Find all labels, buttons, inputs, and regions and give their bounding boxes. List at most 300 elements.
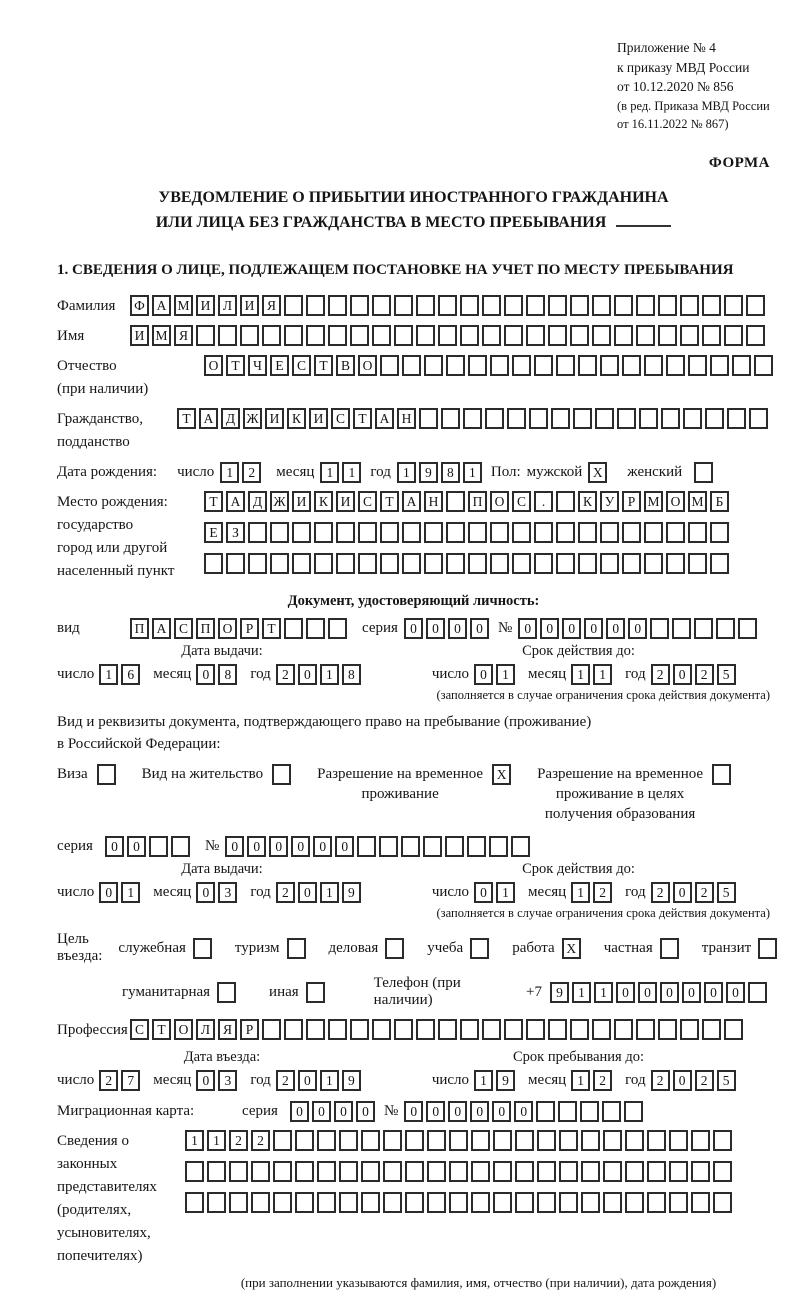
form-cell[interactable]	[350, 295, 369, 316]
form-cell[interactable]: 3	[218, 882, 237, 903]
form-cell[interactable]	[416, 325, 435, 346]
form-cell[interactable]	[394, 325, 413, 346]
form-cell[interactable]: С	[292, 355, 311, 376]
form-cell[interactable]	[493, 1130, 512, 1151]
form-cell[interactable]	[97, 764, 116, 785]
form-cell[interactable]: X	[492, 764, 511, 785]
form-cell[interactable]	[217, 982, 236, 1003]
form-cell[interactable]: 0	[196, 882, 215, 903]
form-cell[interactable]	[416, 295, 435, 316]
form-cell[interactable]: 1	[463, 462, 482, 483]
form-cell[interactable]: 0	[606, 618, 625, 639]
form-cell[interactable]	[644, 522, 663, 543]
form-cell[interactable]	[372, 325, 391, 346]
form-cell[interactable]	[558, 1101, 577, 1122]
form-cell[interactable]	[507, 408, 526, 429]
form-cell[interactable]: 0	[356, 1101, 375, 1122]
form-cell[interactable]	[694, 618, 713, 639]
form-cell[interactable]	[438, 325, 457, 346]
form-cell[interactable]	[666, 355, 685, 376]
form-cell[interactable]	[468, 522, 487, 543]
form-cell[interactable]	[419, 408, 438, 429]
form-cell[interactable]	[317, 1161, 336, 1182]
form-cell[interactable]	[317, 1192, 336, 1213]
form-cell[interactable]: 2	[229, 1130, 248, 1151]
form-cell[interactable]	[526, 1019, 545, 1040]
form-cell[interactable]: К	[287, 408, 306, 429]
form-cell[interactable]	[471, 1130, 490, 1151]
form-cell[interactable]: Ж	[270, 491, 289, 512]
form-cell[interactable]	[314, 553, 333, 574]
form-cell[interactable]: 0	[404, 1101, 423, 1122]
form-cell[interactable]: Т	[353, 408, 372, 429]
form-cell[interactable]	[446, 355, 465, 376]
form-cell[interactable]: 0	[584, 618, 603, 639]
form-cell[interactable]	[688, 355, 707, 376]
form-cell[interactable]	[463, 408, 482, 429]
form-cell[interactable]	[493, 1192, 512, 1213]
form-cell[interactable]	[385, 938, 404, 959]
form-cell[interactable]: Ч	[248, 355, 267, 376]
form-cell[interactable]	[622, 553, 641, 574]
form-cell[interactable]	[691, 1161, 710, 1182]
form-cell[interactable]: 0	[470, 1101, 489, 1122]
form-cell[interactable]	[688, 553, 707, 574]
form-cell[interactable]: 1	[594, 982, 613, 1003]
form-cell[interactable]: 0	[628, 618, 647, 639]
form-cell[interactable]: 0	[127, 836, 146, 857]
form-cell[interactable]	[493, 1161, 512, 1182]
form-cell[interactable]	[361, 1130, 380, 1151]
form-cell[interactable]	[512, 355, 531, 376]
form-cell[interactable]: 0	[673, 1070, 692, 1091]
form-cell[interactable]	[559, 1130, 578, 1151]
form-cell[interactable]	[600, 355, 619, 376]
form-cell[interactable]: 2	[276, 664, 295, 685]
form-cell[interactable]	[526, 295, 545, 316]
form-cell[interactable]	[556, 522, 575, 543]
form-cell[interactable]: 1	[496, 664, 515, 685]
form-cell[interactable]: 1	[220, 462, 239, 483]
form-cell[interactable]: 1	[593, 664, 612, 685]
form-cell[interactable]	[445, 836, 464, 857]
form-cell[interactable]	[251, 1161, 270, 1182]
form-cell[interactable]: 1	[571, 882, 590, 903]
form-cell[interactable]	[624, 1101, 643, 1122]
form-cell[interactable]	[423, 836, 442, 857]
form-cell[interactable]	[339, 1192, 358, 1213]
form-cell[interactable]: Р	[240, 618, 259, 639]
form-cell[interactable]	[512, 522, 531, 543]
form-cell[interactable]: 9	[342, 882, 361, 903]
form-cell[interactable]	[449, 1130, 468, 1151]
form-cell[interactable]: 1	[320, 1070, 339, 1091]
form-cell[interactable]: 0	[673, 664, 692, 685]
form-cell[interactable]	[361, 1192, 380, 1213]
form-cell[interactable]	[680, 1019, 699, 1040]
form-cell[interactable]	[647, 1130, 666, 1151]
form-cell[interactable]	[644, 553, 663, 574]
form-cell[interactable]	[328, 325, 347, 346]
form-cell[interactable]: 0	[426, 1101, 445, 1122]
form-cell[interactable]	[732, 355, 751, 376]
form-cell[interactable]: О	[490, 491, 509, 512]
form-cell[interactable]: 2	[651, 664, 670, 685]
form-cell[interactable]	[383, 1192, 402, 1213]
form-cell[interactable]	[702, 1019, 721, 1040]
form-cell[interactable]	[490, 553, 509, 574]
form-cell[interactable]	[666, 522, 685, 543]
form-cell[interactable]	[284, 325, 303, 346]
form-cell[interactable]	[171, 836, 190, 857]
form-cell[interactable]	[306, 295, 325, 316]
form-cell[interactable]: 0	[313, 836, 332, 857]
form-cell[interactable]: Д	[248, 491, 267, 512]
form-cell[interactable]: 2	[242, 462, 261, 483]
form-cell[interactable]: Т	[204, 491, 223, 512]
form-cell[interactable]	[537, 1192, 556, 1213]
form-cell[interactable]	[438, 1019, 457, 1040]
form-cell[interactable]	[416, 1019, 435, 1040]
form-cell[interactable]	[401, 836, 420, 857]
form-cell[interactable]	[273, 1130, 292, 1151]
form-cell[interactable]: А	[402, 491, 421, 512]
form-cell[interactable]	[427, 1192, 446, 1213]
form-cell[interactable]	[614, 295, 633, 316]
form-cell[interactable]	[536, 1101, 555, 1122]
form-cell[interactable]	[380, 553, 399, 574]
form-cell[interactable]	[647, 1192, 666, 1213]
form-cell[interactable]: Я	[262, 295, 281, 316]
form-cell[interactable]: 0	[704, 982, 723, 1003]
form-cell[interactable]	[248, 553, 267, 574]
form-cell[interactable]	[460, 1019, 479, 1040]
form-cell[interactable]: 5	[717, 664, 736, 685]
form-cell[interactable]	[716, 618, 735, 639]
form-cell[interactable]: О	[174, 1019, 193, 1040]
form-cell[interactable]	[284, 1019, 303, 1040]
form-cell[interactable]: 0	[470, 618, 489, 639]
form-cell[interactable]: 0	[448, 618, 467, 639]
form-cell[interactable]: П	[468, 491, 487, 512]
form-cell[interactable]	[537, 1161, 556, 1182]
form-cell[interactable]	[595, 408, 614, 429]
form-cell[interactable]	[625, 1130, 644, 1151]
form-cell[interactable]: 0	[660, 982, 679, 1003]
form-cell[interactable]: 1	[121, 882, 140, 903]
form-cell[interactable]: 2	[695, 882, 714, 903]
form-cell[interactable]: X	[562, 938, 581, 959]
form-cell[interactable]: 0	[514, 1101, 533, 1122]
form-cell[interactable]: Т	[177, 408, 196, 429]
form-cell[interactable]	[603, 1130, 622, 1151]
form-cell[interactable]	[724, 1019, 743, 1040]
form-cell[interactable]	[372, 1019, 391, 1040]
form-cell[interactable]: Т	[262, 618, 281, 639]
form-cell[interactable]	[556, 355, 575, 376]
form-cell[interactable]	[570, 295, 589, 316]
form-cell[interactable]: .	[534, 491, 553, 512]
form-cell[interactable]	[534, 553, 553, 574]
form-cell[interactable]	[405, 1161, 424, 1182]
form-cell[interactable]	[658, 295, 677, 316]
form-cell[interactable]	[724, 325, 743, 346]
form-cell[interactable]	[526, 325, 545, 346]
form-cell[interactable]	[614, 1019, 633, 1040]
form-cell[interactable]	[669, 1192, 688, 1213]
form-cell[interactable]: К	[578, 491, 597, 512]
form-cell[interactable]	[661, 408, 680, 429]
form-cell[interactable]	[226, 553, 245, 574]
form-cell[interactable]: Б	[710, 491, 729, 512]
form-cell[interactable]	[556, 553, 575, 574]
form-cell[interactable]	[350, 325, 369, 346]
form-cell[interactable]	[680, 325, 699, 346]
form-cell[interactable]	[287, 938, 306, 959]
form-cell[interactable]	[650, 618, 669, 639]
form-cell[interactable]	[262, 1019, 281, 1040]
form-cell[interactable]	[317, 1130, 336, 1151]
form-cell[interactable]: 0	[298, 664, 317, 685]
form-cell[interactable]: А	[375, 408, 394, 429]
form-cell[interactable]: Н	[424, 491, 443, 512]
form-cell[interactable]	[379, 836, 398, 857]
form-cell[interactable]: 6	[121, 664, 140, 685]
form-cell[interactable]: 1	[320, 882, 339, 903]
form-cell[interactable]	[644, 355, 663, 376]
form-cell[interactable]	[336, 553, 355, 574]
form-cell[interactable]: X	[588, 462, 607, 483]
form-cell[interactable]	[573, 408, 592, 429]
form-cell[interactable]	[383, 1130, 402, 1151]
form-cell[interactable]	[556, 491, 575, 512]
form-cell[interactable]	[548, 295, 567, 316]
form-cell[interactable]: 2	[593, 1070, 612, 1091]
form-cell[interactable]	[592, 1019, 611, 1040]
form-cell[interactable]: И	[292, 491, 311, 512]
form-cell[interactable]: 0	[426, 618, 445, 639]
form-cell[interactable]	[683, 408, 702, 429]
form-cell[interactable]	[512, 553, 531, 574]
form-cell[interactable]	[357, 836, 376, 857]
form-cell[interactable]	[702, 325, 721, 346]
form-cell[interactable]	[625, 1192, 644, 1213]
form-cell[interactable]: 9	[496, 1070, 515, 1091]
form-cell[interactable]	[600, 553, 619, 574]
form-cell[interactable]: И	[240, 295, 259, 316]
form-cell[interactable]	[758, 938, 777, 959]
form-cell[interactable]	[710, 522, 729, 543]
form-cell[interactable]: 1	[397, 462, 416, 483]
form-cell[interactable]	[471, 1192, 490, 1213]
form-cell[interactable]	[449, 1192, 468, 1213]
form-cell[interactable]	[468, 355, 487, 376]
form-cell[interactable]	[402, 553, 421, 574]
form-cell[interactable]: С	[130, 1019, 149, 1040]
form-cell[interactable]: М	[688, 491, 707, 512]
form-cell[interactable]: 9	[342, 1070, 361, 1091]
form-cell[interactable]	[229, 1192, 248, 1213]
form-cell[interactable]	[394, 1019, 413, 1040]
form-cell[interactable]	[580, 1101, 599, 1122]
form-cell[interactable]: И	[309, 408, 328, 429]
form-cell[interactable]	[306, 618, 325, 639]
form-cell[interactable]: У	[600, 491, 619, 512]
form-cell[interactable]	[713, 1161, 732, 1182]
form-cell[interactable]: 0	[492, 1101, 511, 1122]
form-cell[interactable]: 0	[474, 664, 493, 685]
form-cell[interactable]: 0	[562, 618, 581, 639]
form-cell[interactable]	[639, 408, 658, 429]
form-cell[interactable]	[402, 355, 421, 376]
form-cell[interactable]: М	[644, 491, 663, 512]
form-cell[interactable]	[578, 553, 597, 574]
form-cell[interactable]: 1	[496, 882, 515, 903]
form-cell[interactable]: 0	[99, 882, 118, 903]
form-cell[interactable]: С	[512, 491, 531, 512]
form-cell[interactable]	[424, 522, 443, 543]
form-cell[interactable]: 0	[616, 982, 635, 1003]
form-cell[interactable]	[328, 295, 347, 316]
form-cell[interactable]: 9	[550, 982, 569, 1003]
form-cell[interactable]	[746, 295, 765, 316]
form-cell[interactable]: И	[265, 408, 284, 429]
form-cell[interactable]: 2	[593, 882, 612, 903]
form-cell[interactable]: 1	[571, 664, 590, 685]
form-cell[interactable]: А	[152, 295, 171, 316]
form-cell[interactable]	[295, 1130, 314, 1151]
form-cell[interactable]: 0	[298, 882, 317, 903]
form-cell[interactable]	[705, 408, 724, 429]
form-cell[interactable]: Ф	[130, 295, 149, 316]
form-cell[interactable]	[666, 553, 685, 574]
form-cell[interactable]: Я	[218, 1019, 237, 1040]
form-cell[interactable]: 8	[441, 462, 460, 483]
form-cell[interactable]	[636, 325, 655, 346]
form-cell[interactable]	[270, 522, 289, 543]
form-cell[interactable]	[548, 1019, 567, 1040]
form-cell[interactable]	[713, 1192, 732, 1213]
form-cell[interactable]	[592, 325, 611, 346]
form-cell[interactable]: 0	[335, 836, 354, 857]
form-cell[interactable]: Н	[397, 408, 416, 429]
form-cell[interactable]	[467, 836, 486, 857]
form-cell[interactable]	[207, 1161, 226, 1182]
form-cell[interactable]	[405, 1130, 424, 1151]
form-cell[interactable]: 1	[571, 1070, 590, 1091]
form-cell[interactable]	[380, 522, 399, 543]
form-cell[interactable]: 0	[196, 1070, 215, 1091]
form-cell[interactable]	[248, 522, 267, 543]
form-cell[interactable]: 0	[682, 982, 701, 1003]
form-cell[interactable]	[204, 553, 223, 574]
form-cell[interactable]: 0	[518, 618, 537, 639]
form-cell[interactable]: И	[336, 491, 355, 512]
form-cell[interactable]: М	[152, 325, 171, 346]
form-cell[interactable]	[193, 938, 212, 959]
form-cell[interactable]: З	[226, 522, 245, 543]
form-cell[interactable]	[636, 295, 655, 316]
form-cell[interactable]	[504, 325, 523, 346]
form-cell[interactable]: 2	[651, 882, 670, 903]
form-cell[interactable]	[424, 355, 443, 376]
form-cell[interactable]: 5	[717, 1070, 736, 1091]
form-cell[interactable]	[350, 1019, 369, 1040]
form-cell[interactable]	[328, 618, 347, 639]
form-cell[interactable]	[688, 522, 707, 543]
form-cell[interactable]	[511, 836, 530, 857]
form-cell[interactable]	[749, 408, 768, 429]
form-cell[interactable]: 0	[404, 618, 423, 639]
form-cell[interactable]	[515, 1192, 534, 1213]
form-cell[interactable]	[710, 553, 729, 574]
form-cell[interactable]: 2	[695, 1070, 714, 1091]
form-cell[interactable]	[515, 1130, 534, 1151]
form-cell[interactable]	[482, 295, 501, 316]
form-cell[interactable]: М	[174, 295, 193, 316]
form-cell[interactable]	[625, 1161, 644, 1182]
form-cell[interactable]	[669, 1161, 688, 1182]
form-cell[interactable]: П	[196, 618, 215, 639]
form-cell[interactable]: П	[130, 618, 149, 639]
form-cell[interactable]: Ж	[243, 408, 262, 429]
form-cell[interactable]	[449, 1161, 468, 1182]
form-cell[interactable]	[358, 553, 377, 574]
form-cell[interactable]: Л	[196, 1019, 215, 1040]
form-cell[interactable]: Я	[174, 325, 193, 346]
form-cell[interactable]	[551, 408, 570, 429]
form-cell[interactable]: Т	[152, 1019, 171, 1040]
form-cell[interactable]	[489, 836, 508, 857]
form-cell[interactable]: О	[358, 355, 377, 376]
form-cell[interactable]	[240, 325, 259, 346]
form-cell[interactable]: 0	[334, 1101, 353, 1122]
form-cell[interactable]: 1	[185, 1130, 204, 1151]
form-cell[interactable]	[603, 1161, 622, 1182]
form-cell[interactable]: 0	[540, 618, 559, 639]
form-cell[interactable]	[273, 1161, 292, 1182]
form-cell[interactable]	[272, 764, 291, 785]
form-cell[interactable]	[270, 553, 289, 574]
form-cell[interactable]	[380, 355, 399, 376]
form-cell[interactable]	[185, 1161, 204, 1182]
form-cell[interactable]	[336, 522, 355, 543]
form-cell[interactable]	[702, 295, 721, 316]
form-cell[interactable]: Р	[622, 491, 641, 512]
form-cell[interactable]: И	[196, 295, 215, 316]
form-cell[interactable]: Т	[380, 491, 399, 512]
form-cell[interactable]	[485, 408, 504, 429]
form-cell[interactable]: 0	[312, 1101, 331, 1122]
form-cell[interactable]: 8	[218, 664, 237, 685]
form-cell[interactable]	[529, 408, 548, 429]
form-cell[interactable]	[647, 1161, 666, 1182]
form-cell[interactable]: 8	[342, 664, 361, 685]
form-cell[interactable]	[602, 1101, 621, 1122]
form-cell[interactable]	[284, 618, 303, 639]
form-cell[interactable]	[207, 1192, 226, 1213]
form-cell[interactable]	[446, 491, 465, 512]
form-cell[interactable]	[724, 295, 743, 316]
form-cell[interactable]	[548, 325, 567, 346]
form-cell[interactable]: 2	[276, 882, 295, 903]
form-cell[interactable]	[592, 295, 611, 316]
form-cell[interactable]: 0	[474, 882, 493, 903]
form-cell[interactable]: С	[331, 408, 350, 429]
form-cell[interactable]	[292, 553, 311, 574]
form-cell[interactable]	[251, 1192, 270, 1213]
form-cell[interactable]: 9	[419, 462, 438, 483]
